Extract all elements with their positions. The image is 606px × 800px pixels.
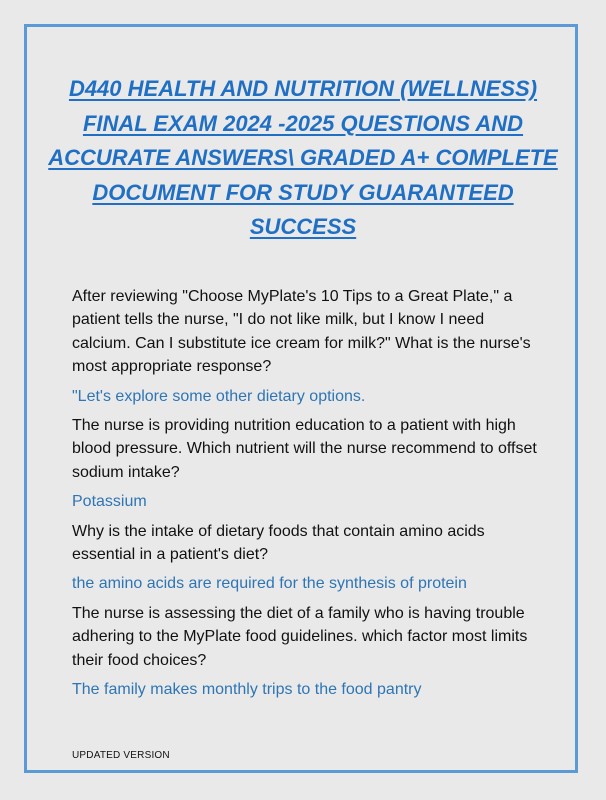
answer-2: Potassium — [72, 493, 147, 511]
answer-1: "Let's explore some other dietary options. — [72, 387, 366, 405]
qa-list — [72, 285, 542, 708]
question-1: After reviewing "Choose MyPlate's 10 Tips to a Great Plate," a patient tells the nurse, "I do not like milk, but I know I need calcium. Can I substitute ice cream for milk?" What is the nurse's most appropriate response? — [72, 288, 531, 376]
question-3: Why is the intake of dietary foods that contain amino acids essential in a patient's diet? — [72, 522, 485, 564]
answer-3: the amino acids are required for the synthesis of protein — [72, 575, 467, 593]
document-title: D440 HEALTH AND NUTRITION (WELLNESS) FINAL EXAM 2024 -2025 QUESTIONS AND ACCURATE ANSWERS\ GRADED A+ COMPLETE DOCUMENT FOR STUDY GUARANTEED SUCCESS — [48, 76, 558, 239]
question-4: The nurse is assessing the diet of a family who is having trouble adhering to the MyPlate food guidelines. which factor most limits their food choices? — [72, 604, 528, 669]
answer-4: The family makes monthly trips to the food pantry — [72, 681, 422, 699]
footer-label: UPDATED VERSION — [72, 750, 170, 761]
question-2: The nurse is providing nutrition education to a patient with high blood pressure. Which nutrient will the nurse recommend to offset sodium intake? — [72, 417, 537, 481]
